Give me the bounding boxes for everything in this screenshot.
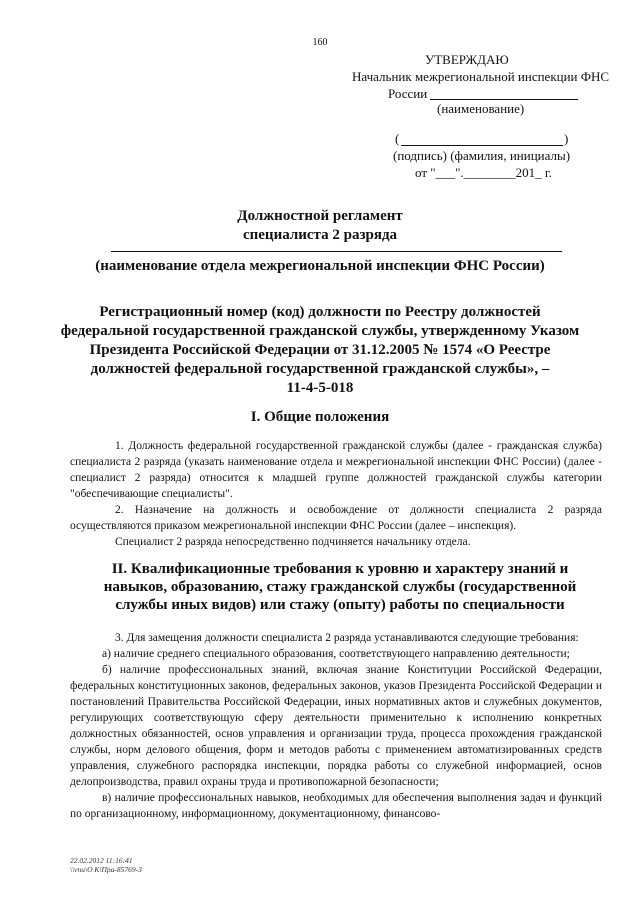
footer-timestamp: 22.02.2012 11:16:41 — [70, 856, 133, 865]
section1-body — [70, 438, 602, 550]
section2-body — [70, 630, 602, 822]
name-caption: (наименование) — [437, 101, 525, 116]
approval-date: от "___".________201_ г. — [415, 165, 552, 180]
section1-paragraph-3: Специалист 2 разряда непосредственно подчиняется начальнику отдела. — [115, 536, 471, 548]
registration-line2: федеральной государственной гражданской службы, утвержденному Указом — [60, 323, 580, 339]
signature-blank-line — [401, 145, 563, 146]
registration-code: 11-4-5-018 — [286, 380, 354, 396]
section2-item-b: б) наличие профессиональных знаний, включая знание Конституции Российской Федерации, федеральных конституционных законов, федеральных законов, указов Президента Российской Федерации и постановлений Правительства Российской Федерации, иных нормативных актов и служебных документов, регулирующих соответствующую сферу деятельности применительно к исполнению конкретных должностных обязанностей, основ управления и организации труда, процесса прохождения гражданской службы, норм делового общения, форм и методов работы с применением автоматизированных средств управления, служебного распорядка инспекции, порядка работы со служебной информацией, основ делопроизводства, правил охраны труда и противопожарной безопасности; — [70, 664, 602, 788]
footer-file-path: \\vnu\O K\Пра-85769-3 — [70, 865, 142, 874]
signature-caption: (подпись) (фамилия, инициалы) — [393, 148, 571, 163]
signature-close-paren: ) — [564, 131, 569, 146]
approval-heading: УТВЕРЖДАЮ — [425, 52, 509, 67]
approval-position-line2: России — [388, 86, 428, 101]
registration-line3: Президента Российской Федерации от 31.12.2005 № 1574 «О Реестре — [89, 342, 551, 358]
department-blank-line — [111, 251, 562, 252]
signature-open-paren: ( — [395, 131, 400, 146]
section1-paragraph-2: 2. Назначение на должность и освобождение от должности специалиста 2 разряда осуществляются приказом межрегиональной инспекции ФНС России (далее – инспекция). — [70, 504, 602, 532]
page-number: 160 — [312, 37, 328, 48]
approval-position-line1: Начальник межрегиональной инспекции ФНС — [352, 69, 610, 84]
section1-heading: I. Общие положения — [250, 409, 390, 425]
section1-paragraph-1: 1. Должность федеральной государственной гражданской службы (далее - гражданская служба) специалиста 2 разряда (указать наименование отдела и межрегиональной инспекции ФНС России) (далее - специалист 2 разряда) относится к младшей группе должностей гражданской службы категории "обеспечивающие специалисты". — [70, 440, 602, 500]
section2-item-v: в) наличие профессиональных навыков, необходимых для обеспечения выполнения задач и функций по организационному, информационному, документационному, финансово- — [70, 792, 602, 820]
department-caption: (наименование отдела межрегиональной инспекции ФНС России) — [95, 258, 545, 274]
document-title-line1: Должностной регламент — [237, 208, 403, 224]
registration-line4: должностей федеральной государственной гражданской службы», – — [90, 361, 550, 377]
name-blank-line — [430, 99, 578, 100]
registration-line1: Регистрационный номер (код) должности по Реестру должностей — [99, 304, 541, 320]
section2-paragraph-3: 3. Для замещения должности специалиста 2 разряда устанавливаются следующие требования: — [115, 632, 579, 644]
section2-heading: II. Квалификационные требования к уровню и характеру знаний и навыков, образованию, стажу гражданской службы (государственной службы иных видов) или стажу (опыту) работы по специальности — [103, 561, 577, 613]
section2-item-a: а) наличие среднего специального образования, соответствующего направлению деятельности; — [102, 648, 570, 660]
document-title-line2: специалиста 2 разряда — [242, 227, 398, 243]
